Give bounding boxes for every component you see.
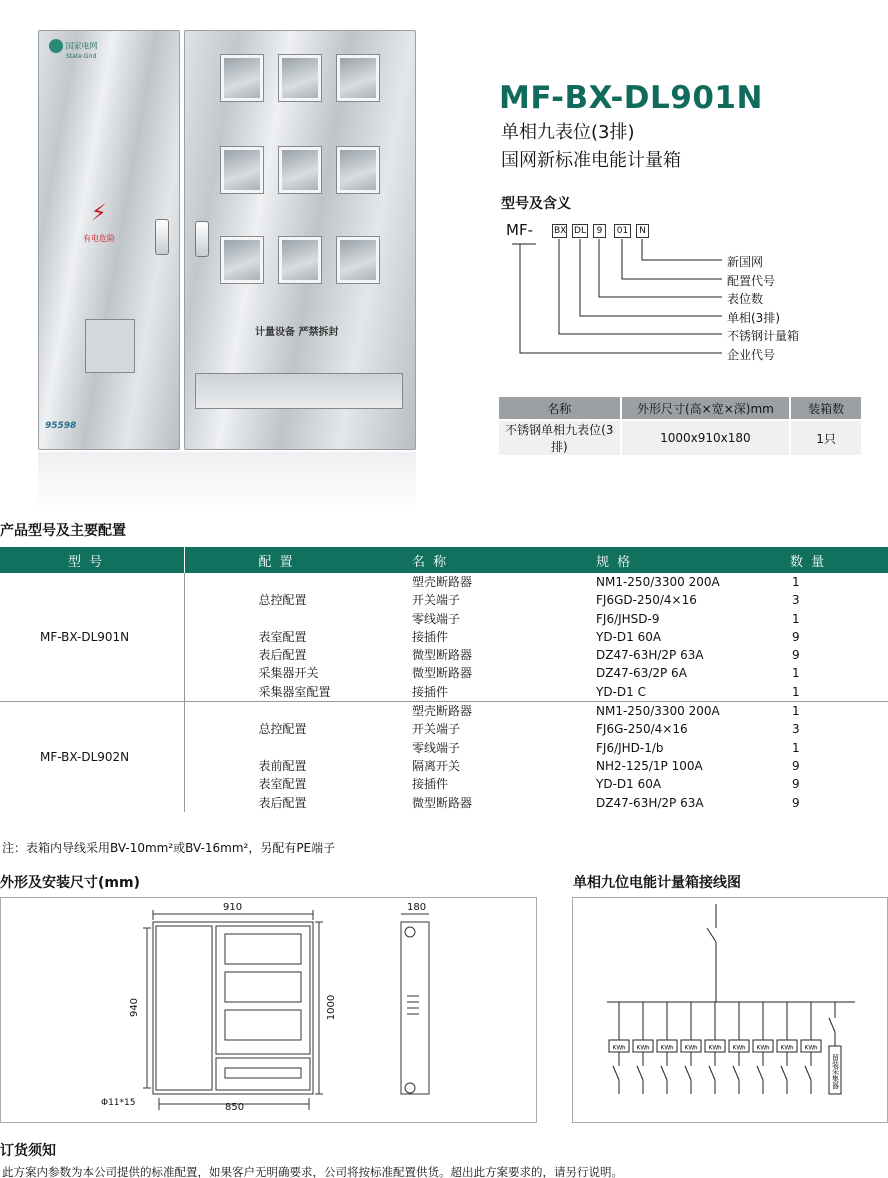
dim-width-top: 910 [223, 902, 243, 913]
qty-cell: 9 [792, 795, 800, 810]
code-meaning: 单相(3排) [727, 311, 780, 325]
meter-label: KWh [684, 1045, 698, 1052]
meter-label: KWh [732, 1045, 746, 1052]
config-cell: 表室配置 [258, 629, 307, 644]
meter-label: KWh [636, 1045, 650, 1052]
name-cell: 接插件 [412, 629, 449, 644]
collector-window [85, 319, 135, 373]
meter-label: KWh [612, 1045, 626, 1052]
config-cell: 表室配置 [258, 777, 307, 792]
subtitle-2: 国网新标准电能计量箱 [501, 150, 681, 171]
config-table [0, 547, 888, 812]
code-meaning: 不锈钢计量箱 [727, 329, 800, 343]
name-cell: 开关端子 [412, 593, 461, 608]
wiring-diagram [572, 897, 888, 1123]
code-meaning: 配置代号 [727, 274, 776, 288]
dim-hole: Φ11*15 [101, 1098, 136, 1108]
left-door-lock [155, 219, 169, 255]
spec-header: 外形尺寸(高×宽×深)mm [621, 397, 791, 420]
dimension-drawing [0, 897, 537, 1123]
code-meaning: 新国网 [727, 255, 764, 269]
name-cell: 微型断路器 [412, 795, 473, 810]
name-cell: 微型断路器 [412, 666, 473, 681]
spec-cell: YD-D1 60A [596, 629, 662, 644]
config-cell: 总控配置 [258, 722, 307, 737]
dim-width-bottom: 850 [225, 1102, 245, 1113]
config-cell: 表前配置 [258, 758, 307, 773]
config-header: 名 称 [412, 547, 596, 573]
subtitle-1: 单相九表位(3排) [501, 122, 635, 143]
state-grid-logo: 国家电网 State Grid [49, 39, 98, 60]
wiring-svg [573, 898, 887, 1122]
collector-label: 留装采集器 [831, 1054, 839, 1089]
left-door [38, 30, 180, 450]
dimension-svg [1, 898, 536, 1122]
name-cell: 接插件 [412, 777, 449, 792]
name-cell: 塑壳断路器 [412, 702, 596, 721]
qty-cell: 1 [792, 666, 800, 681]
code-part: 9 [593, 224, 606, 238]
wiring-heading: 单相九位电能计量箱接线图 [573, 875, 741, 891]
config-cell [184, 573, 412, 591]
config-heading: 产品型号及主要配置 [0, 523, 126, 539]
qty-cell: 9 [792, 777, 800, 792]
seal-label: 计量设备 严禁拆封 [255, 327, 339, 338]
qty-cell: 9 [792, 758, 800, 773]
spec-cell: DZ47-63/2P 6A [596, 666, 687, 681]
code-part: N [636, 224, 649, 238]
spec-cell: DZ47-63H/2P 63A [596, 795, 704, 810]
code-part: 01 [614, 224, 631, 238]
meter-window [337, 55, 379, 101]
meter-label: KWh [660, 1045, 674, 1052]
spec-cell: NM1-250/3300 200A [596, 575, 720, 589]
qty-cell: 1 [792, 684, 800, 699]
config-cell: 采集器开关 [258, 666, 319, 681]
qty-cell: 1 [792, 740, 800, 755]
meter-window [221, 147, 263, 193]
config-header: 型 号 [0, 547, 184, 573]
spec-cell: FJ6GD-250/4×16 [596, 593, 697, 608]
meter-window [337, 237, 379, 283]
name-cell: 开关端子 [412, 722, 461, 737]
dim-height-inner: 940 [129, 997, 141, 1018]
name-cell: 零线端子 [412, 740, 461, 755]
config-header: 规 格 [596, 547, 790, 573]
code-meaning: 企业代号 [727, 348, 776, 362]
name-cell: 塑壳断路器 [412, 575, 473, 589]
meter-window [279, 237, 321, 283]
config-cell: 表后配置 [258, 795, 307, 810]
model-cell: MF-BX-DL902N [0, 702, 184, 812]
config-cell [184, 610, 412, 628]
spec-cell: YD-D1 60A [596, 777, 662, 792]
model-code-heading: 型号及含义 [501, 196, 571, 212]
photo-reflection [38, 452, 416, 512]
spec-table [499, 397, 863, 457]
hotline-logo: 95598 [45, 421, 77, 431]
name-cell: 微型断路器 [412, 648, 473, 663]
order-text: 此方案内参数为本公司提供的标准配置，如果客户无明确要求，公司将按标准配置供货。超出此方案要求的，请另行说明。 [2, 1165, 623, 1178]
meter-label: KWh [708, 1045, 722, 1052]
meter-window [337, 147, 379, 193]
config-cell [184, 739, 412, 757]
code-part: DL [572, 224, 588, 238]
code-meaning: 表位数 [727, 292, 764, 306]
config-cell: 采集器室配置 [258, 684, 331, 699]
config-header: 配 置 [184, 547, 412, 573]
code-part: BX [554, 226, 567, 236]
code-prefix: MF- [506, 221, 533, 239]
spec-cell: FJ6/JHD-1/b [596, 740, 664, 755]
config-header: 数 量 [790, 547, 888, 573]
spec-cell: FJ6G-250/4×16 [596, 722, 688, 737]
spec-cell: YD-D1 C [596, 684, 646, 699]
name-cell: 隔离开关 [412, 758, 461, 773]
code-lines [500, 236, 730, 361]
qty-cell: 3 [792, 722, 800, 737]
order-heading: 订货须知 [0, 1143, 56, 1159]
model-title: MF-BX-DL901N [499, 80, 763, 116]
meter-window [221, 237, 263, 283]
config-body [0, 573, 888, 812]
spec-header: 名称 [499, 397, 621, 420]
name-cell: 零线端子 [412, 611, 461, 626]
spec-cell: 1000x910x180 [621, 420, 791, 456]
spec-cell: 1只 [790, 420, 862, 456]
spec-cell: 不锈钢单相九表位(3排) [499, 420, 621, 456]
config-cell [184, 702, 412, 721]
qty-cell: 1 [790, 702, 888, 721]
right-door [184, 30, 416, 450]
meter-window [221, 55, 263, 101]
lightning-icon: ⚡ [91, 201, 107, 226]
spec-cell: DZ47-63H/2P 63A [596, 648, 704, 663]
right-door-lock [195, 221, 209, 257]
spec-header: 装箱数 [790, 397, 862, 420]
dim-height-outer: 1000 [326, 994, 338, 1021]
table-row [0, 573, 888, 591]
table-row [0, 702, 888, 721]
warning-label: 有电危险 [83, 234, 115, 243]
wire-note: 注：表箱内导线采用BV-10mm²或BV-16mm²，另配有PE端子 [2, 841, 336, 855]
bottom-panel [195, 373, 403, 409]
spec-cell: FJ6/JHSD-9 [596, 611, 660, 626]
meter-label: KWh [780, 1045, 794, 1052]
dimensions-heading: 外形及安装尺寸(mm) [0, 875, 140, 891]
dim-depth: 180 [407, 902, 427, 913]
qty-cell: 9 [792, 629, 800, 644]
model-cell: MF-BX-DL901N [0, 573, 184, 702]
meter-window [279, 147, 321, 193]
meter-window [279, 55, 321, 101]
config-cell: 表后配置 [258, 648, 307, 663]
qty-cell: 1 [792, 611, 800, 626]
name-cell: 接插件 [412, 684, 449, 699]
meter-label: KWh [804, 1045, 818, 1052]
meter-label: KWh [756, 1045, 770, 1052]
qty-cell: 1 [792, 575, 800, 589]
cabinet-photo [38, 30, 416, 458]
qty-cell: 9 [792, 648, 800, 663]
spec-cell: NH2-125/1P 100A [596, 758, 703, 773]
config-cell: 总控配置 [258, 593, 307, 608]
qty-cell: 3 [792, 593, 800, 608]
spec-cell: NM1-250/3300 200A [596, 702, 790, 721]
